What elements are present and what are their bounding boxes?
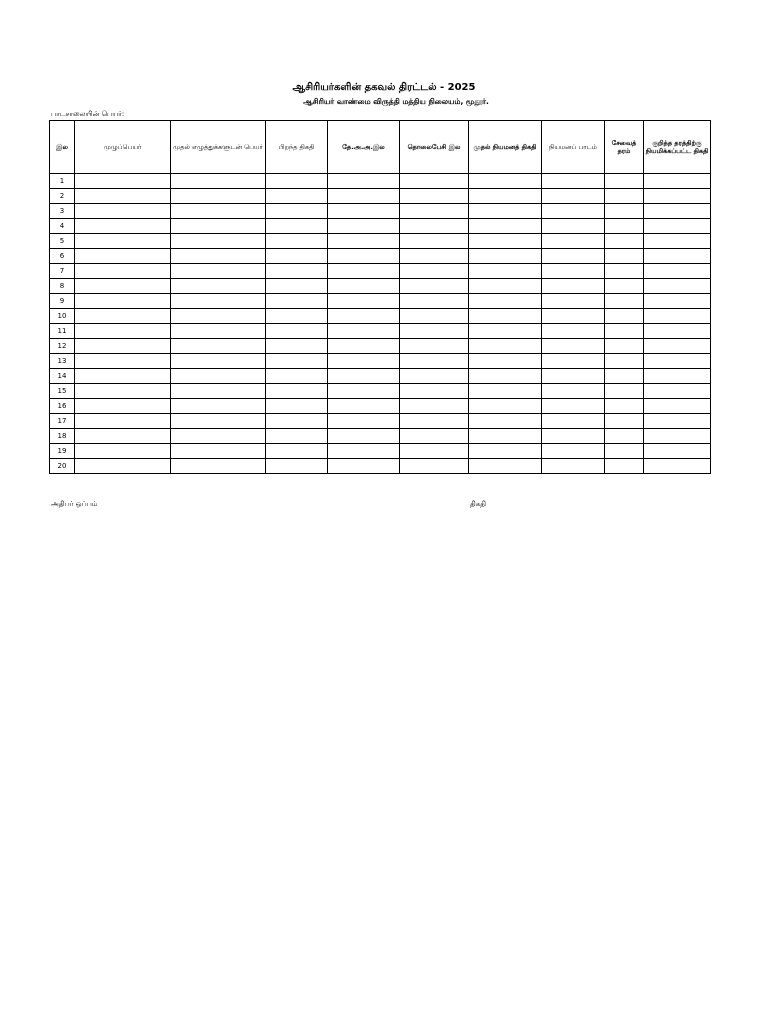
entry-cell[interactable] [400, 399, 469, 414]
entry-cell[interactable] [542, 399, 605, 414]
principal-signature-label: அதிபர் ஒப்பம் [51, 500, 98, 508]
entry-cell[interactable] [328, 459, 400, 474]
entry-cell[interactable] [400, 384, 469, 399]
entry-cell[interactable] [469, 279, 542, 294]
table-row [50, 369, 711, 384]
column-header-grade-appointment-date: குறித்த தரத்திற்கு நியமிக்கப்பட்ட திகதி [644, 121, 711, 174]
entry-cell[interactable] [75, 399, 171, 414]
entry-cell[interactable] [266, 249, 328, 264]
entry-cell[interactable] [266, 174, 328, 189]
table-row [50, 309, 711, 324]
entry-cell[interactable] [469, 204, 542, 219]
entry-cell[interactable] [469, 324, 542, 339]
entry-cell[interactable] [171, 414, 266, 429]
column-header-full-name: முழுப்பெயர் [75, 121, 171, 174]
entry-cell[interactable] [75, 279, 171, 294]
entry-cell[interactable] [605, 309, 644, 324]
entry-cell[interactable] [266, 264, 328, 279]
entry-cell[interactable] [400, 414, 469, 429]
entry-cell[interactable] [542, 444, 605, 459]
entry-cell[interactable] [400, 294, 469, 309]
entry-cell[interactable] [328, 324, 400, 339]
entry-cell[interactable] [542, 384, 605, 399]
entry-cell[interactable] [328, 399, 400, 414]
entry-cell[interactable] [328, 369, 400, 384]
entry-cell[interactable] [469, 444, 542, 459]
entry-cell[interactable] [266, 414, 328, 429]
table-row [50, 384, 711, 399]
entry-cell[interactable] [400, 234, 469, 249]
entry-cell[interactable] [171, 264, 266, 279]
entry-cell[interactable] [542, 219, 605, 234]
entry-cell[interactable] [469, 234, 542, 249]
entry-cell[interactable] [266, 189, 328, 204]
table-row [50, 279, 711, 294]
entry-cell[interactable] [75, 249, 171, 264]
table-header-row [50, 121, 711, 174]
entry-cell[interactable] [605, 444, 644, 459]
entry-cell[interactable] [644, 324, 711, 339]
table-row [50, 264, 711, 279]
entry-cell[interactable] [469, 264, 542, 279]
entry-cell[interactable] [605, 279, 644, 294]
teacher-info-table [49, 120, 711, 474]
entry-cell[interactable] [644, 219, 711, 234]
entry-cell[interactable] [266, 309, 328, 324]
entry-cell[interactable] [266, 294, 328, 309]
entry-cell[interactable] [605, 459, 644, 474]
entry-cell[interactable] [75, 414, 171, 429]
entry-cell[interactable] [605, 339, 644, 354]
entry-cell[interactable] [75, 459, 171, 474]
column-header-date-of-birth: பிறந்த திகதி [266, 121, 328, 174]
entry-cell[interactable] [266, 219, 328, 234]
table-row [50, 444, 711, 459]
entry-cell[interactable] [469, 399, 542, 414]
row-number: 13 [50, 354, 75, 369]
entry-cell[interactable] [171, 399, 266, 414]
entry-cell[interactable] [605, 429, 644, 444]
entry-cell[interactable] [328, 309, 400, 324]
entry-cell[interactable] [400, 309, 469, 324]
entry-cell[interactable] [644, 189, 711, 204]
entry-cell[interactable] [171, 339, 266, 354]
entry-cell[interactable] [328, 384, 400, 399]
column-header-first-appointment-date: முதல் நியமனத் திகதி [469, 121, 542, 174]
table-row [50, 249, 711, 264]
entry-cell[interactable] [266, 354, 328, 369]
entry-cell[interactable] [328, 234, 400, 249]
entry-cell[interactable] [328, 264, 400, 279]
column-header-phone-no: தொலைபேசி இல [400, 121, 469, 174]
table-row [50, 219, 711, 234]
entry-cell[interactable] [171, 444, 266, 459]
entry-cell[interactable] [400, 204, 469, 219]
entry-cell[interactable] [328, 414, 400, 429]
entry-cell[interactable] [328, 249, 400, 264]
row-number: 8 [50, 279, 75, 294]
entry-cell[interactable] [400, 429, 469, 444]
row-number: 18 [50, 429, 75, 444]
table-row [50, 294, 711, 309]
entry-cell[interactable] [542, 369, 605, 384]
entry-cell[interactable] [469, 294, 542, 309]
entry-cell[interactable] [605, 384, 644, 399]
entry-cell[interactable] [605, 189, 644, 204]
entry-cell[interactable] [75, 369, 171, 384]
entry-cell[interactable] [328, 339, 400, 354]
entry-cell[interactable] [469, 339, 542, 354]
table-row [50, 234, 711, 249]
entry-cell[interactable] [644, 279, 711, 294]
entry-cell[interactable] [75, 324, 171, 339]
entry-cell[interactable] [542, 339, 605, 354]
date-label: திகதி [470, 500, 486, 508]
entry-cell[interactable] [75, 309, 171, 324]
entry-cell[interactable] [644, 339, 711, 354]
entry-cell[interactable] [266, 204, 328, 219]
entry-cell[interactable] [171, 369, 266, 384]
row-number: 20 [50, 459, 75, 474]
entry-cell[interactable] [469, 354, 542, 369]
entry-cell[interactable] [328, 174, 400, 189]
entry-cell[interactable] [400, 279, 469, 294]
entry-cell[interactable] [328, 204, 400, 219]
row-number: 5 [50, 234, 75, 249]
row-number: 11 [50, 324, 75, 339]
entry-cell[interactable] [542, 249, 605, 264]
entry-cell[interactable] [400, 339, 469, 354]
entry-cell[interactable] [171, 429, 266, 444]
entry-cell[interactable] [400, 174, 469, 189]
entry-cell[interactable] [75, 384, 171, 399]
row-number: 15 [50, 384, 75, 399]
entry-cell[interactable] [644, 264, 711, 279]
entry-cell[interactable] [542, 279, 605, 294]
entry-cell[interactable] [605, 249, 644, 264]
entry-cell[interactable] [400, 264, 469, 279]
row-number: 9 [50, 294, 75, 309]
entry-cell[interactable] [644, 309, 711, 324]
entry-cell[interactable] [171, 354, 266, 369]
entry-cell[interactable] [400, 249, 469, 264]
row-number: 14 [50, 369, 75, 384]
document-title: ஆசிரியர்களின் தகவல் திரட்டல் - 2025 [292, 82, 476, 93]
entry-cell[interactable] [328, 279, 400, 294]
entry-cell[interactable] [400, 189, 469, 204]
entry-cell[interactable] [171, 294, 266, 309]
entry-cell[interactable] [171, 384, 266, 399]
entry-cell[interactable] [75, 444, 171, 459]
entry-cell[interactable] [328, 444, 400, 459]
entry-cell[interactable] [328, 429, 400, 444]
table-row [50, 174, 711, 189]
row-number: 7 [50, 264, 75, 279]
table-row [50, 399, 711, 414]
entry-cell[interactable] [75, 234, 171, 249]
entry-cell[interactable] [542, 204, 605, 219]
entry-cell[interactable] [605, 264, 644, 279]
entry-cell[interactable] [469, 249, 542, 264]
table-row [50, 204, 711, 219]
entry-cell[interactable] [328, 294, 400, 309]
column-header-serial-no: இல [50, 121, 75, 174]
entry-cell[interactable] [171, 234, 266, 249]
row-number: 1 [50, 174, 75, 189]
entry-cell[interactable] [171, 459, 266, 474]
entry-cell[interactable] [542, 174, 605, 189]
column-header-appointment-subject: நியமனப் பாடம் [542, 121, 605, 174]
entry-cell[interactable] [75, 264, 171, 279]
row-number: 6 [50, 249, 75, 264]
entry-cell[interactable] [469, 189, 542, 204]
entry-cell[interactable] [328, 354, 400, 369]
entry-cell[interactable] [75, 354, 171, 369]
row-number: 17 [50, 414, 75, 429]
entry-cell[interactable] [266, 234, 328, 249]
entry-cell[interactable] [75, 219, 171, 234]
table-row [50, 339, 711, 354]
entry-cell[interactable] [171, 189, 266, 204]
entry-cell[interactable] [542, 264, 605, 279]
entry-cell[interactable] [75, 294, 171, 309]
entry-cell[interactable] [75, 189, 171, 204]
column-header-nic-no: தே.அ.அ.இல [328, 121, 400, 174]
entry-cell[interactable] [469, 219, 542, 234]
entry-cell[interactable] [266, 384, 328, 399]
table-row [50, 324, 711, 339]
entry-cell[interactable] [605, 354, 644, 369]
entry-cell[interactable] [400, 354, 469, 369]
school-name-label: பாடசாலையின் பெயர்: [51, 110, 125, 118]
entry-cell[interactable] [469, 309, 542, 324]
entry-cell[interactable] [75, 429, 171, 444]
entry-cell[interactable] [542, 324, 605, 339]
entry-cell[interactable] [644, 354, 711, 369]
entry-cell[interactable] [605, 294, 644, 309]
entry-cell[interactable] [266, 444, 328, 459]
entry-cell[interactable] [75, 339, 171, 354]
row-number: 3 [50, 204, 75, 219]
entry-cell[interactable] [171, 279, 266, 294]
entry-cell[interactable] [542, 189, 605, 204]
entry-cell[interactable] [605, 414, 644, 429]
entry-cell[interactable] [469, 369, 542, 384]
entry-cell[interactable] [171, 219, 266, 234]
entry-cell[interactable] [328, 219, 400, 234]
entry-cell[interactable] [328, 189, 400, 204]
entry-cell[interactable] [542, 234, 605, 249]
entry-cell[interactable] [400, 324, 469, 339]
entry-cell[interactable] [266, 459, 328, 474]
entry-cell[interactable] [605, 324, 644, 339]
entry-cell[interactable] [469, 429, 542, 444]
table-row [50, 414, 711, 429]
entry-cell[interactable] [605, 204, 644, 219]
entry-cell[interactable] [75, 174, 171, 189]
entry-cell[interactable] [542, 354, 605, 369]
entry-cell[interactable] [644, 384, 711, 399]
row-number: 16 [50, 399, 75, 414]
entry-cell[interactable] [644, 369, 711, 384]
entry-cell[interactable] [644, 414, 711, 429]
entry-cell[interactable] [644, 174, 711, 189]
table-row [50, 429, 711, 444]
entry-cell[interactable] [469, 414, 542, 429]
entry-cell[interactable] [605, 369, 644, 384]
entry-cell[interactable] [469, 174, 542, 189]
entry-cell[interactable] [266, 279, 328, 294]
entry-cell[interactable] [644, 204, 711, 219]
entry-cell[interactable] [605, 174, 644, 189]
entry-cell[interactable] [644, 234, 711, 249]
entry-cell[interactable] [171, 249, 266, 264]
row-number: 4 [50, 219, 75, 234]
entry-cell[interactable] [542, 309, 605, 324]
table-row [50, 459, 711, 474]
row-number: 2 [50, 189, 75, 204]
entry-cell[interactable] [400, 444, 469, 459]
entry-cell[interactable] [605, 399, 644, 414]
column-header-service-grade: சேவைத் தரம் [605, 121, 644, 174]
entry-cell[interactable] [469, 459, 542, 474]
table-body [50, 174, 711, 474]
entry-cell[interactable] [644, 459, 711, 474]
entry-cell[interactable] [171, 204, 266, 219]
entry-cell[interactable] [542, 429, 605, 444]
entry-cell[interactable] [644, 399, 711, 414]
entry-cell[interactable] [171, 324, 266, 339]
entry-cell[interactable] [171, 174, 266, 189]
entry-cell[interactable] [266, 339, 328, 354]
column-header-name-with-initials: முதல் எழுத்துக்களுடன் பெயர் [171, 121, 266, 174]
entry-cell[interactable] [644, 444, 711, 459]
document-subtitle: ஆசிரியர் வாண்மை விருத்தி மத்திய நிலையம், மூதூர். [303, 97, 489, 106]
entry-cell[interactable] [266, 399, 328, 414]
entry-cell[interactable] [644, 429, 711, 444]
entry-cell[interactable] [171, 309, 266, 324]
entry-cell[interactable] [400, 459, 469, 474]
entry-cell[interactable] [266, 429, 328, 444]
entry-cell[interactable] [605, 234, 644, 249]
table-row [50, 189, 711, 204]
entry-cell[interactable] [542, 414, 605, 429]
entry-cell[interactable] [644, 249, 711, 264]
entry-cell[interactable] [469, 384, 542, 399]
table-row [50, 354, 711, 369]
entry-cell[interactable] [75, 204, 171, 219]
row-number: 19 [50, 444, 75, 459]
entry-cell[interactable] [644, 294, 711, 309]
row-number: 12 [50, 339, 75, 354]
entry-cell[interactable] [542, 459, 605, 474]
entry-cell[interactable] [400, 369, 469, 384]
row-number: 10 [50, 309, 75, 324]
entry-cell[interactable] [266, 369, 328, 384]
entry-cell[interactable] [400, 219, 469, 234]
entry-cell[interactable] [542, 294, 605, 309]
entry-cell[interactable] [605, 219, 644, 234]
entry-cell[interactable] [266, 324, 328, 339]
